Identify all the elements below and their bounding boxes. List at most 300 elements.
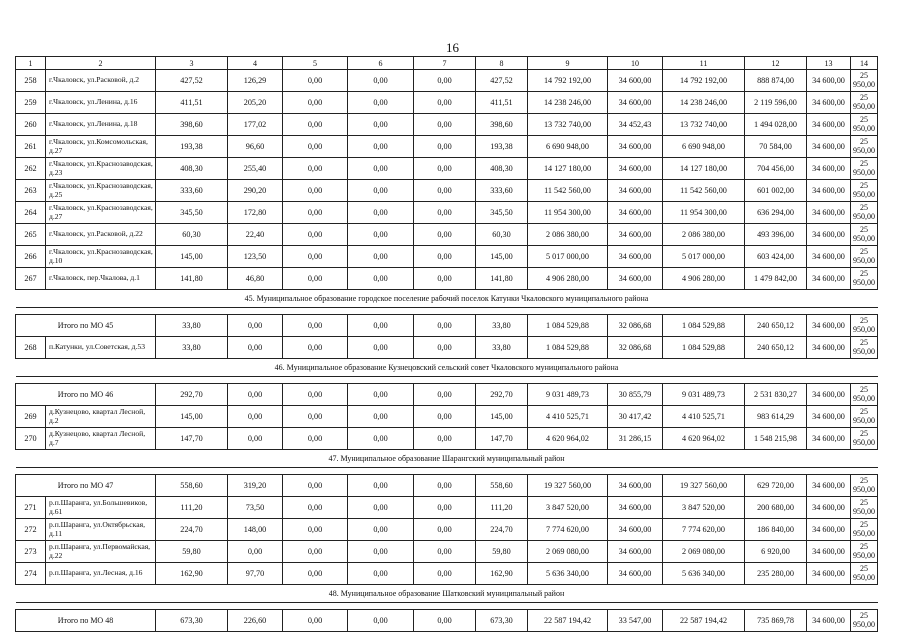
table-cell: 34 600,00 (807, 268, 851, 290)
spacer-row (16, 377, 878, 384)
table-cell: 60,30 (476, 224, 528, 246)
table-cell: 126,29 (228, 70, 283, 92)
table-cell: 0,00 (414, 268, 476, 290)
table-cell: 7 774 620,00 (528, 519, 608, 541)
table-cell: 34 600,00 (807, 406, 851, 428)
table-cell: 240 650,12 (745, 315, 807, 337)
subtotal-label: Итого по МО 47 (16, 475, 156, 497)
section-heading: 47. Муниципальное образование Шарангский муниципальный район (16, 450, 878, 468)
table-cell: 0,00 (283, 268, 348, 290)
table-cell: 148,00 (228, 519, 283, 541)
table-cell: 0,00 (414, 384, 476, 406)
table-cell: 34 452,43 (608, 114, 663, 136)
table-row (16, 541, 878, 563)
table-cell: 145,00 (476, 246, 528, 268)
table-cell: 25 950,00 (851, 610, 878, 632)
table-cell: 25 950,00 (851, 202, 878, 224)
table-cell: 0,00 (283, 246, 348, 268)
table-cell: 983 614,29 (745, 406, 807, 428)
table-cell: 2 086 380,00 (663, 224, 745, 246)
table-cell: 14 127 180,00 (663, 158, 745, 180)
table-cell: 34 600,00 (608, 475, 663, 497)
table-row (16, 246, 878, 268)
table-cell: 13 732 740,00 (528, 114, 608, 136)
table-cell: 411,51 (476, 92, 528, 114)
table-cell: 11 954 300,00 (528, 202, 608, 224)
table-cell: 0,00 (414, 541, 476, 563)
table-cell: 145,00 (156, 406, 228, 428)
table-cell: 0,00 (414, 70, 476, 92)
address-cell: р.п.Шаранга, ул.Большевиков, д.61 (46, 497, 156, 519)
table-cell: 33,80 (156, 337, 228, 359)
table-cell: 33,80 (156, 315, 228, 337)
table-cell: 0,00 (283, 337, 348, 359)
table-cell: 0,00 (414, 202, 476, 224)
table-cell: 34 600,00 (807, 92, 851, 114)
table-cell: 558,60 (476, 475, 528, 497)
row-number: 267 (16, 268, 46, 290)
table-cell: 59,80 (156, 541, 228, 563)
table-row (16, 114, 878, 136)
table-cell: 603 424,00 (745, 246, 807, 268)
table-cell: 34 600,00 (807, 563, 851, 585)
address-cell: г.Чкаловск, ул.Ленина, д.18 (46, 114, 156, 136)
table-cell: 0,00 (348, 136, 414, 158)
table-cell: 0,00 (348, 475, 414, 497)
table-cell: 888 874,00 (745, 70, 807, 92)
table-cell: 13 732 740,00 (663, 114, 745, 136)
table-cell: 408,30 (476, 158, 528, 180)
table-cell: 4 620 964,02 (528, 428, 608, 450)
column-number-cell: 10 (608, 57, 663, 70)
table-cell: 97,70 (228, 563, 283, 585)
table-cell: 0,00 (348, 180, 414, 202)
table-row (16, 563, 878, 585)
column-number-cell: 4 (228, 57, 283, 70)
table-cell: 2 531 830,27 (745, 384, 807, 406)
column-number-cell: 3 (156, 57, 228, 70)
column-number-cell: 5 (283, 57, 348, 70)
table-body (16, 57, 878, 632)
table-cell: 34 600,00 (807, 384, 851, 406)
table-cell: 5 017 000,00 (528, 246, 608, 268)
table-cell: 60,30 (156, 224, 228, 246)
table-cell: 558,60 (156, 475, 228, 497)
table-row (16, 180, 878, 202)
section-heading: 46. Муниципальное образование Кузнецовский сельский совет Чкаловского муниципального района (16, 359, 878, 377)
table-cell: 14 238 246,00 (528, 92, 608, 114)
table-cell: 59,80 (476, 541, 528, 563)
table-cell: 147,70 (476, 428, 528, 450)
table-cell: 0,00 (283, 202, 348, 224)
table-cell: 9 031 489,73 (528, 384, 608, 406)
table-cell: 0,00 (283, 114, 348, 136)
table-cell: 34 600,00 (608, 519, 663, 541)
address-cell: г.Чкаловск, ул.Краснозаводская, д.10 (46, 246, 156, 268)
table-cell: 427,52 (476, 70, 528, 92)
table-cell: 25 950,00 (851, 519, 878, 541)
table-cell: 0,00 (283, 406, 348, 428)
table-cell: 30 855,79 (608, 384, 663, 406)
program-table (15, 56, 878, 632)
spacer-row (16, 308, 878, 315)
table-cell: 25 950,00 (851, 268, 878, 290)
table-cell: 0,00 (283, 610, 348, 632)
table-row (16, 406, 878, 428)
table-cell: 34 600,00 (608, 158, 663, 180)
table-cell: 34 600,00 (807, 158, 851, 180)
table-cell: 1 548 215,98 (745, 428, 807, 450)
table-cell: 22,40 (228, 224, 283, 246)
table-cell: 34 600,00 (807, 70, 851, 92)
table-cell: 4 906 280,00 (663, 268, 745, 290)
table-cell: 34 600,00 (807, 610, 851, 632)
table-cell: 0,00 (348, 406, 414, 428)
row-number: 268 (16, 337, 46, 359)
table-cell: 0,00 (414, 180, 476, 202)
table-cell: 319,20 (228, 475, 283, 497)
table-cell: 290,20 (228, 180, 283, 202)
table-cell: 141,80 (476, 268, 528, 290)
table-cell: 25 950,00 (851, 337, 878, 359)
spacer-cell (16, 603, 878, 610)
table-cell: 333,60 (476, 180, 528, 202)
table-cell: 408,30 (156, 158, 228, 180)
table-cell: 0,00 (348, 158, 414, 180)
table-cell: 6 690 948,00 (528, 136, 608, 158)
table-cell: 0,00 (228, 337, 283, 359)
table-cell: 0,00 (283, 180, 348, 202)
row-number: 272 (16, 519, 46, 541)
table-cell: 172,80 (228, 202, 283, 224)
row-number: 260 (16, 114, 46, 136)
page-number: 16 (446, 40, 459, 55)
table-cell: 25 950,00 (851, 224, 878, 246)
table-cell: 0,00 (348, 92, 414, 114)
spacer-row (16, 603, 878, 610)
section-heading: 45. Муниципальное образование городское поселение рабочий поселок Катунки Чкаловского муниципального района (16, 290, 878, 308)
table-cell: 1 084 529,88 (663, 315, 745, 337)
table-cell: 19 327 560,00 (663, 475, 745, 497)
table-cell: 398,60 (156, 114, 228, 136)
table-cell: 0,00 (414, 315, 476, 337)
table-cell: 32 086,68 (608, 315, 663, 337)
table-cell: 427,52 (156, 70, 228, 92)
table-cell: 25 950,00 (851, 428, 878, 450)
section-heading-row (16, 585, 878, 603)
table-cell: 0,00 (414, 224, 476, 246)
section-heading-row (16, 450, 878, 468)
table-cell: 0,00 (414, 114, 476, 136)
row-number: 259 (16, 92, 46, 114)
row-number: 258 (16, 70, 46, 92)
table-cell: 33 547,00 (608, 610, 663, 632)
row-number: 273 (16, 541, 46, 563)
address-cell: р.п.Шаранга, ул.Первомайская, д.22 (46, 541, 156, 563)
column-number-cell: 2 (46, 57, 156, 70)
address-cell: г.Чкаловск, ул.Краснозаводская, д.23 (46, 158, 156, 180)
table-cell: 25 950,00 (851, 497, 878, 519)
table-cell: 0,00 (348, 202, 414, 224)
table-cell: 5 636 340,00 (663, 563, 745, 585)
table-cell: 22 587 194,42 (663, 610, 745, 632)
table-cell: 673,30 (156, 610, 228, 632)
table-cell: 25 950,00 (851, 406, 878, 428)
address-cell: г.Чкаловск, ул.Краснозаводская, д.27 (46, 202, 156, 224)
table-cell: 0,00 (348, 70, 414, 92)
subtotal-row (16, 475, 878, 497)
table-cell: 224,70 (476, 519, 528, 541)
subtotal-label: Итого по МО 46 (16, 384, 156, 406)
table-cell: 177,02 (228, 114, 283, 136)
table-row (16, 70, 878, 92)
table-cell: 0,00 (283, 475, 348, 497)
table-cell: 205,20 (228, 92, 283, 114)
table-cell: 25 950,00 (851, 541, 878, 563)
table-cell: 255,40 (228, 158, 283, 180)
table-cell: 0,00 (228, 384, 283, 406)
table-row (16, 519, 878, 541)
table-cell: 30 417,42 (608, 406, 663, 428)
table-cell: 226,60 (228, 610, 283, 632)
column-number-cell: 12 (745, 57, 807, 70)
table-cell: 1 084 529,88 (663, 337, 745, 359)
table-cell: 0,00 (348, 224, 414, 246)
table-cell: 4 410 525,71 (663, 406, 745, 428)
table-cell: 34 600,00 (807, 497, 851, 519)
table-cell: 11 542 560,00 (663, 180, 745, 202)
table-row (16, 202, 878, 224)
table-cell: 0,00 (348, 246, 414, 268)
table-cell: 0,00 (414, 246, 476, 268)
table-cell: 186 840,00 (745, 519, 807, 541)
table-cell: 4 906 280,00 (528, 268, 608, 290)
table-cell: 0,00 (283, 497, 348, 519)
section-heading-row (16, 290, 878, 308)
address-cell: г.Чкаловск, ул.Расковой, д.2 (46, 70, 156, 92)
table-cell: 0,00 (348, 563, 414, 585)
table-cell: 111,20 (476, 497, 528, 519)
section-heading: 48. Муниципальное образование Шатковский муниципальный район (16, 585, 878, 603)
table-cell: 0,00 (348, 337, 414, 359)
table-row (16, 337, 878, 359)
table-cell: 345,50 (476, 202, 528, 224)
table-cell: 629 720,00 (745, 475, 807, 497)
address-cell: р.п.Шаранга, ул.Лесная, д.16 (46, 563, 156, 585)
table-cell: 34 600,00 (608, 202, 663, 224)
address-cell: п.Катунки, ул.Советская, д.53 (46, 337, 156, 359)
table-cell: 145,00 (156, 246, 228, 268)
table-cell: 0,00 (414, 610, 476, 632)
table-cell: 22 587 194,42 (528, 610, 608, 632)
row-number: 262 (16, 158, 46, 180)
table-cell: 0,00 (348, 541, 414, 563)
subtotal-label: Итого по МО 48 (16, 610, 156, 632)
address-cell: д.Кузнецово, квартал Лесной, д.7 (46, 428, 156, 450)
table-cell: 7 774 620,00 (663, 519, 745, 541)
address-cell: г.Чкаловск, ул.Ленина, д.16 (46, 92, 156, 114)
table-cell: 0,00 (283, 541, 348, 563)
table-cell: 200 680,00 (745, 497, 807, 519)
table-cell: 19 327 560,00 (528, 475, 608, 497)
table-cell: 34 600,00 (807, 428, 851, 450)
table-cell: 411,51 (156, 92, 228, 114)
table-cell: 11 954 300,00 (663, 202, 745, 224)
table-cell: 0,00 (414, 497, 476, 519)
table-cell: 0,00 (414, 475, 476, 497)
table-cell: 0,00 (348, 315, 414, 337)
row-number: 265 (16, 224, 46, 246)
table-cell: 345,50 (156, 202, 228, 224)
table-row (16, 158, 878, 180)
spacer-cell (16, 468, 878, 475)
table-cell: 333,60 (156, 180, 228, 202)
table-cell: 34 600,00 (807, 541, 851, 563)
table-cell: 0,00 (283, 315, 348, 337)
table-cell: 33,80 (476, 315, 528, 337)
table-cell: 1 084 529,88 (528, 337, 608, 359)
table-cell: 0,00 (348, 428, 414, 450)
table-cell: 1 084 529,88 (528, 315, 608, 337)
table-cell: 0,00 (348, 384, 414, 406)
table-cell: 34 600,00 (807, 337, 851, 359)
table-cell: 73,50 (228, 497, 283, 519)
table-cell: 34 600,00 (608, 563, 663, 585)
subtotal-label: Итого по МО 45 (16, 315, 156, 337)
table-cell: 0,00 (414, 158, 476, 180)
table-cell: 34 600,00 (608, 246, 663, 268)
table-cell: 224,70 (156, 519, 228, 541)
address-cell: д.Кузнецово, квартал Лесной, д.2 (46, 406, 156, 428)
column-number-cell: 1 (16, 57, 46, 70)
table-cell: 34 600,00 (807, 519, 851, 541)
row-number: 271 (16, 497, 46, 519)
table-cell: 0,00 (283, 70, 348, 92)
table-cell: 0,00 (228, 406, 283, 428)
table-cell: 193,38 (476, 136, 528, 158)
table-cell: 0,00 (348, 519, 414, 541)
table-cell: 2 119 596,00 (745, 92, 807, 114)
table-cell: 32 086,68 (608, 337, 663, 359)
table-cell: 0,00 (283, 384, 348, 406)
table-cell: 292,70 (476, 384, 528, 406)
table-cell: 34 600,00 (807, 136, 851, 158)
table-cell: 0,00 (348, 268, 414, 290)
table-cell: 34 600,00 (608, 136, 663, 158)
table-cell: 34 600,00 (807, 246, 851, 268)
table-cell: 0,00 (283, 563, 348, 585)
column-number-row (16, 57, 878, 70)
section-heading-row (16, 359, 878, 377)
table-cell: 25 950,00 (851, 384, 878, 406)
table-cell: 0,00 (414, 406, 476, 428)
row-number: 261 (16, 136, 46, 158)
table-row (16, 268, 878, 290)
column-number-cell: 8 (476, 57, 528, 70)
table-cell: 673,30 (476, 610, 528, 632)
table-cell: 0,00 (414, 136, 476, 158)
address-cell: р.п.Шаранга, ул.Октябрьская, д.11 (46, 519, 156, 541)
table-cell: 25 950,00 (851, 70, 878, 92)
table-cell: 4 620 964,02 (663, 428, 745, 450)
table-cell: 735 869,78 (745, 610, 807, 632)
row-number: 266 (16, 246, 46, 268)
table-cell: 162,90 (476, 563, 528, 585)
row-number: 269 (16, 406, 46, 428)
column-number-cell: 13 (807, 57, 851, 70)
table-cell: 34 600,00 (807, 180, 851, 202)
subtotal-row (16, 315, 878, 337)
table-cell: 3 847 520,00 (663, 497, 745, 519)
table-cell: 0,00 (414, 428, 476, 450)
table-cell: 96,60 (228, 136, 283, 158)
table-cell: 34 600,00 (608, 224, 663, 246)
table-cell: 11 542 560,00 (528, 180, 608, 202)
table-cell: 1 494 028,00 (745, 114, 807, 136)
table-cell: 34 600,00 (608, 70, 663, 92)
table-cell: 0,00 (414, 519, 476, 541)
table-cell: 34 600,00 (807, 114, 851, 136)
table-cell: 25 950,00 (851, 158, 878, 180)
address-cell: г.Чкаловск, пер.Чкалова, д.1 (46, 268, 156, 290)
table-cell: 0,00 (414, 92, 476, 114)
table-cell: 6 920,00 (745, 541, 807, 563)
subtotal-row (16, 384, 878, 406)
table-cell: 145,00 (476, 406, 528, 428)
table-cell: 25 950,00 (851, 563, 878, 585)
table-cell: 493 396,00 (745, 224, 807, 246)
table-cell: 704 456,00 (745, 158, 807, 180)
row-number: 270 (16, 428, 46, 450)
address-cell: г.Чкаловск, ул.Краснозаводская, д.25 (46, 180, 156, 202)
table-cell: 0,00 (283, 224, 348, 246)
table-cell: 292,70 (156, 384, 228, 406)
table-cell: 34 600,00 (807, 315, 851, 337)
table-cell: 34 600,00 (608, 180, 663, 202)
table-cell: 25 950,00 (851, 475, 878, 497)
table-cell: 162,90 (156, 563, 228, 585)
table-cell: 0,00 (283, 158, 348, 180)
table-cell: 34 600,00 (807, 475, 851, 497)
table-cell: 3 847 520,00 (528, 497, 608, 519)
table-cell: 25 950,00 (851, 180, 878, 202)
table-cell: 25 950,00 (851, 246, 878, 268)
table-cell: 0,00 (348, 610, 414, 632)
table-cell: 0,00 (283, 428, 348, 450)
table-row (16, 497, 878, 519)
column-number-cell: 9 (528, 57, 608, 70)
table-cell: 0,00 (228, 315, 283, 337)
table-cell: 0,00 (283, 92, 348, 114)
table-cell: 5 017 000,00 (663, 246, 745, 268)
address-cell: г.Чкаловск, ул.Комсомольская, д.27 (46, 136, 156, 158)
table-cell: 14 792 192,00 (528, 70, 608, 92)
table-cell: 0,00 (283, 136, 348, 158)
table-cell: 14 238 246,00 (663, 92, 745, 114)
table-cell: 1 479 842,00 (745, 268, 807, 290)
table-row (16, 428, 878, 450)
table-cell: 34 600,00 (608, 497, 663, 519)
table-cell: 6 690 948,00 (663, 136, 745, 158)
spacer-row (16, 468, 878, 475)
table-cell: 34 600,00 (608, 92, 663, 114)
table-cell: 2 069 080,00 (528, 541, 608, 563)
table-cell: 636 294,00 (745, 202, 807, 224)
table-cell: 25 950,00 (851, 315, 878, 337)
table-cell: 0,00 (283, 519, 348, 541)
table-cell: 33,80 (476, 337, 528, 359)
table-cell: 0,00 (228, 541, 283, 563)
